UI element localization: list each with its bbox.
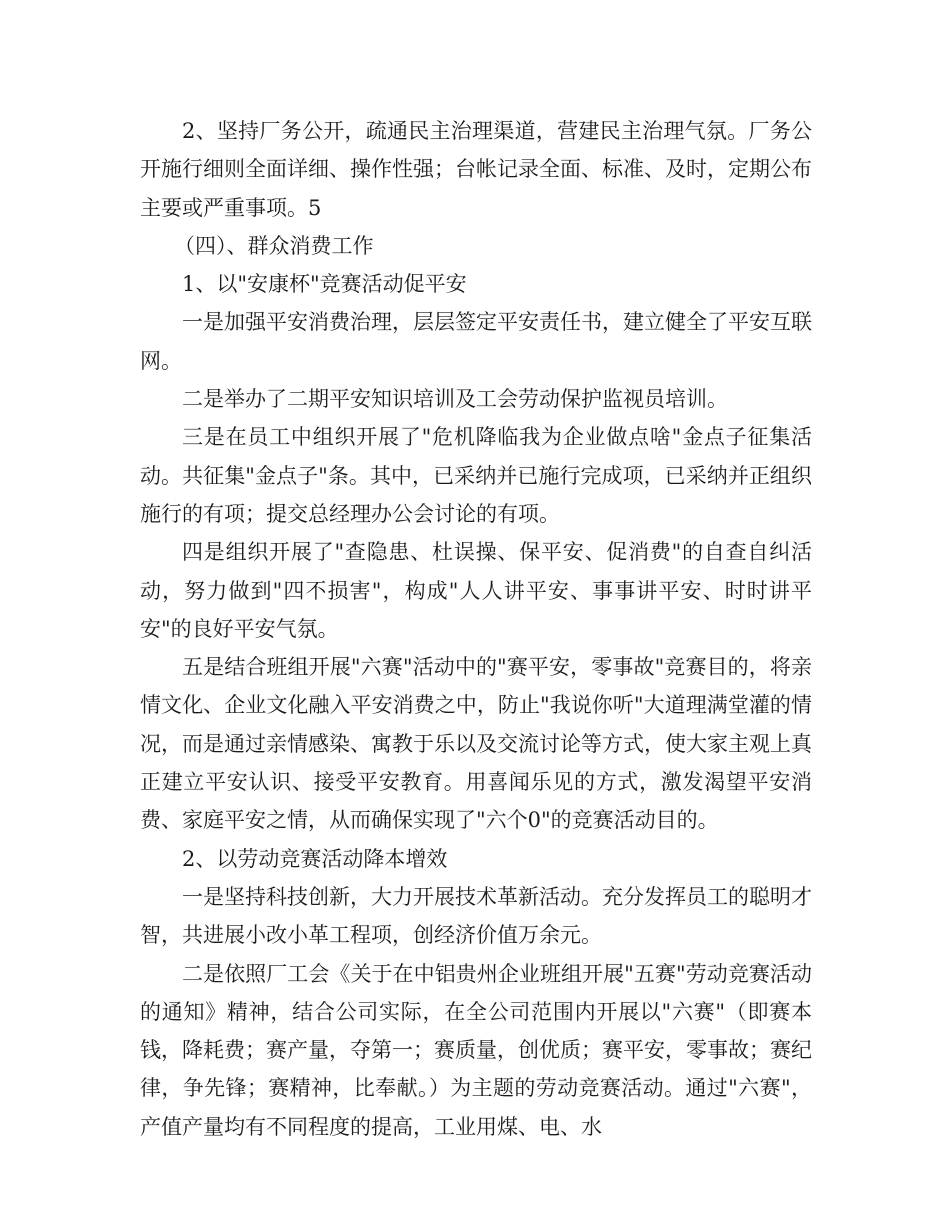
paragraph-six-contests-notice: 二是依照厂工会《关于在中铝贵州企业班组开展"五赛"劳动竞赛活动的通知》精神，结合公司实际，在全公司范围内开展以"六赛"（即赛本钱，降耗费；赛产量，夺第一；赛质量，创优质；赛平安，零事故；赛纪律，争先锋；赛精神，比奉献。）为主题的劳动竞赛活动。通过"六赛"，产值产量均有不同程度的提高，工业用煤、电、水 bbox=[140, 961, 812, 1139]
document-body bbox=[140, 112, 812, 1146]
section-heading-mass-work: （四）、群众消费工作 bbox=[174, 233, 374, 258]
paragraph-tech-innovation: 一是坚持科技创新，大力开展技术革新活动。充分发挥员工的聪明才智，共进展小改小革工程项，创经济价值万余元。 bbox=[140, 884, 812, 948]
paragraph-safety-training: 二是举办了二期平安知识培训及工会劳动保护监视员培训。 bbox=[182, 387, 728, 412]
subheading-labor-contest: 2、以劳动竞赛活动降本增效 bbox=[182, 846, 448, 871]
subheading-ankang-cup: 1、以"安康杯"竞赛活动促平安 bbox=[182, 272, 467, 297]
paragraph-six-contests-safety: 五是结合班组开展"六赛"活动中的"赛平安，零事故"竞赛目的，将亲情文化、企业文化融入平安消费之中，防止"我说你听"大道理满堂灌的情况，而是通过亲情感染、寓教于乐以及交流讨论等方式，使大家主观上真正建立平安认识、接受平安教育。用喜闻乐见的方式，激发渴望平安消费、家庭平安之情，从而确保实现了"六个0"的竞赛活动目的。 bbox=[140, 655, 812, 833]
paragraph-golden-ideas: 三是在员工中组织开展了"危机降临我为企业做点啥"金点子征集活动。共征集"金点子"条。其中，已采纳并已施行完成项，已采纳并正组织施行的有项；提交总经理办公会讨论的有项。 bbox=[140, 425, 812, 526]
paragraph-self-inspection: 四是组织开展了"查隐患、杜误操、保平安、促消费"的自查自纠活动，努力做到"四不损害"，构成"人人讲平安、事事讲平安、时时讲平安"的良好平安气氛。 bbox=[140, 540, 812, 641]
paragraph-factory-affairs: 2、坚持厂务公开，疏通民主治理渠道，营建民主治理气氛。厂务公开施行细则全面详细、操作性强；台帐记录全面、标准、及时，定期公布主要或严重事项。5 bbox=[140, 119, 812, 220]
paragraph-safety-management: 一是加强平安消费治理，层层签定平安责任书，建立健全了平安互联网。 bbox=[140, 310, 812, 373]
